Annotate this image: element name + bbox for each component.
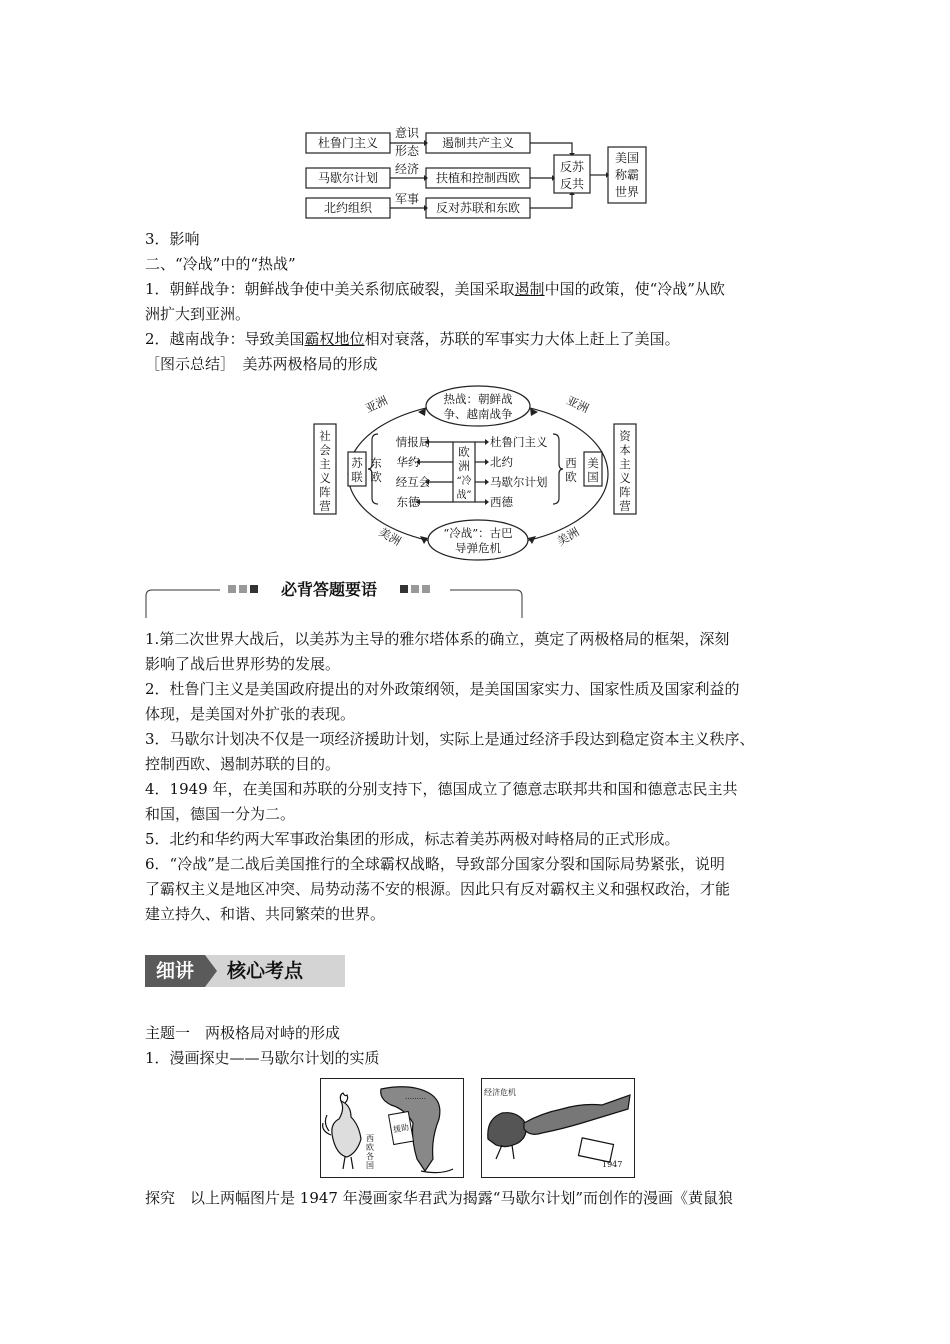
socialist-camp-5: 阵 [319, 485, 331, 499]
east-item-3: 经互会 [395, 475, 431, 489]
flow-connector-1b: 形态 [394, 144, 420, 158]
capitalist-camp-6: 营 [619, 499, 631, 513]
vietnam-war-line [145, 329, 680, 349]
vietnam-war-keyword: 霸权地位 [304, 330, 365, 348]
center-box-1: 欧 [458, 445, 470, 459]
center-box-4: 战” [456, 490, 472, 501]
west-item-4: 西德 [490, 495, 513, 509]
cold-war-crisis-line-2: 导弹危机 [455, 541, 501, 555]
point-line-4: 体现，是美国对外扩张的表现。 [145, 705, 356, 723]
flow-left-1: 杜鲁门主义 [317, 136, 379, 150]
west-item-1: 杜鲁门主义 [490, 435, 548, 449]
must-memorize-banner [140, 578, 530, 622]
center-box-3: “冷 [456, 476, 472, 487]
point-line-2: 影响了战后世界形势的发展。 [145, 655, 341, 673]
flow-left-2: 马歇尔计划 [317, 171, 379, 185]
hot-war-line-1: 热战：朝鲜战 [443, 392, 513, 406]
section-two-heading: 二、“冷战”中的“热战” [145, 255, 296, 273]
usa-1: 美 [587, 456, 599, 470]
vietnam-war-text-b: 相对衰落，苏联的军事实力大体上赶上了美国。 [364, 330, 680, 348]
flow-final-3: 世界 [614, 185, 640, 199]
flow-middle-2: 扶植和控制西欧 [435, 171, 521, 185]
korea-war-text-a: 1．朝鲜战争：朝鲜战争使中美关系彻底破裂，美国采取 [145, 280, 515, 298]
flow-final-1: 美国 [614, 151, 640, 165]
must-memorize-title: 必背答题要语 [280, 580, 378, 599]
america-left-label: 美洲 [376, 524, 404, 549]
point-line-3: 2．杜鲁门主义是美国政府提出的对外政策纲领，是美国国家实力、国家性质及国家利益的 [145, 680, 740, 698]
cartoon-1-drawing [321, 1079, 463, 1177]
flow-connector-1a: 意识 [394, 126, 420, 140]
point-line-1: 1.第二次世界大战后，以美苏为主导的雅尔塔体系的确立，奠定了两极格局的框架，深刻 [145, 630, 730, 648]
topic-heading: 主题一 两极格局对峙的形成 [145, 1024, 341, 1042]
western-europe-1: 西 [565, 456, 577, 470]
usa-2: 国 [587, 470, 599, 484]
core-banner-dark-label: 细讲 [145, 955, 205, 987]
flow-final-2: 称霸 [614, 168, 640, 182]
point-line-11: 了霸权主义是地区冲突、局势动荡不安的根源。因此只有反对霸权主义和强权政治，才能 [145, 880, 731, 898]
cartoon-1-country-2: 欧 [366, 1143, 374, 1152]
flow-middle-1: 遏制共产主义 [441, 136, 515, 150]
korea-war-line-2: 洲扩大到亚洲。 [145, 305, 251, 323]
point-line-9: 5．北约和华约两大军事政治集团的形成，标志着美苏两极对峙格局的正式形成。 [145, 830, 680, 848]
eastern-europe-2: 欧 [370, 470, 382, 484]
cartoon-2-crisis-label: 经济危机 [484, 1088, 516, 1097]
east-item-2: 华约 [396, 455, 420, 469]
eastern-europe-1: 东 [370, 456, 382, 470]
cartoon-1-country-4: 国 [366, 1161, 374, 1170]
flow-result-2: 反共 [559, 177, 585, 191]
flow-connector-2: 经济 [394, 162, 420, 176]
cartoon-1 [320, 1078, 464, 1178]
capitalist-camp-5: 阵 [619, 485, 631, 499]
socialist-camp-1: 社 [319, 429, 331, 443]
point-line-6: 控制西欧、遏制苏联的目的。 [145, 755, 341, 773]
korea-war-text-b: 中国的政策，使“冷战”从欧 [544, 280, 725, 298]
capitalist-camp-1: 资 [619, 429, 631, 443]
svg-text:………: ……… [405, 1093, 426, 1101]
east-item-4: 东德 [396, 495, 420, 509]
core-banner-title: 核心考点 [227, 960, 304, 982]
capitalist-camp-2: 本 [619, 443, 631, 457]
point-line-7: 4．1949 年，在美国和苏联的分别支持下，德国成立了德意志联邦共和国和德意志民主共 [145, 780, 738, 798]
point-line-12: 建立持久、和谐、共同繁荣的世界。 [145, 905, 386, 923]
cartoon-1-country-3: 各 [366, 1152, 374, 1161]
cartoon-1-help-label: 援助 [392, 1122, 410, 1135]
western-europe-2: 欧 [565, 470, 577, 484]
cartoon-2-year-label: 1947 [602, 1160, 623, 1169]
flow-middle-3: 反对苏联和东欧 [435, 201, 521, 215]
impact-heading: 3．影响 [145, 230, 200, 248]
west-item-2: 北约 [490, 455, 513, 469]
inquiry-line: 探究 以上两幅图片是 1947 年漫画家华君武为揭露“马歇尔计划”而创作的漫画《黄鼠狼 [145, 1189, 734, 1207]
cold-war-crisis-line-1: “冷战”：古巴 [443, 526, 513, 540]
soviet-union-2: 联 [351, 470, 363, 484]
cartoon-2-drawing [482, 1079, 634, 1177]
point-line-5: 3．马歇尔计划决不仅是一项经济援助计划，实际上是通过经济手段达到稳定资本主义秩序、 [145, 730, 755, 748]
socialist-camp-4: 义 [319, 471, 331, 485]
cartoon-2 [481, 1078, 635, 1178]
point-line-8: 和国，德国一分为二。 [145, 805, 296, 823]
core-topics-banner [145, 955, 345, 987]
hot-war-line-2: 争、越南战争 [443, 407, 513, 421]
america-right-label: 美洲 [554, 524, 582, 549]
vietnam-war-text-a: 2．越南战争：导致美国 [145, 330, 305, 348]
truman-doctrine-flow-diagram [300, 125, 650, 220]
korea-war-keyword: 遏制 [514, 280, 545, 298]
socialist-camp-3: 主 [319, 457, 331, 471]
socialist-camp-2: 会 [319, 443, 331, 457]
korea-war-line [145, 279, 725, 299]
asia-left-label: 亚洲 [362, 393, 390, 416]
bipolar-pattern-diagram [308, 380, 648, 565]
topic-subheading: 1．漫画探史——马歇尔计划的实质 [145, 1049, 380, 1067]
center-box-2: 洲 [458, 459, 470, 473]
flow-left-3: 北约组织 [323, 201, 373, 215]
east-item-1: 情报局 [395, 435, 431, 449]
west-item-3: 马歇尔计划 [490, 475, 548, 489]
socialist-camp-6: 营 [319, 499, 331, 513]
asia-right-label: 亚洲 [564, 393, 592, 416]
capitalist-camp-3: 主 [619, 457, 631, 471]
flow-connector-3: 军事 [394, 192, 420, 206]
flow-result-1: 反苏 [559, 160, 585, 174]
cartoon-1-country-1: 西 [366, 1134, 374, 1143]
capitalist-camp-4: 义 [619, 471, 631, 485]
point-line-10: 6．“冷战”是二战后美国推行的全球霸权战略，导致部分国家分裂和国际局势紧张，说明 [145, 855, 725, 873]
diagram-summary-heading: ［图示总结］ 美苏两极格局的形成 [145, 355, 378, 373]
core-banner-arrow-icon [205, 955, 217, 987]
soviet-union-1: 苏 [351, 456, 363, 470]
